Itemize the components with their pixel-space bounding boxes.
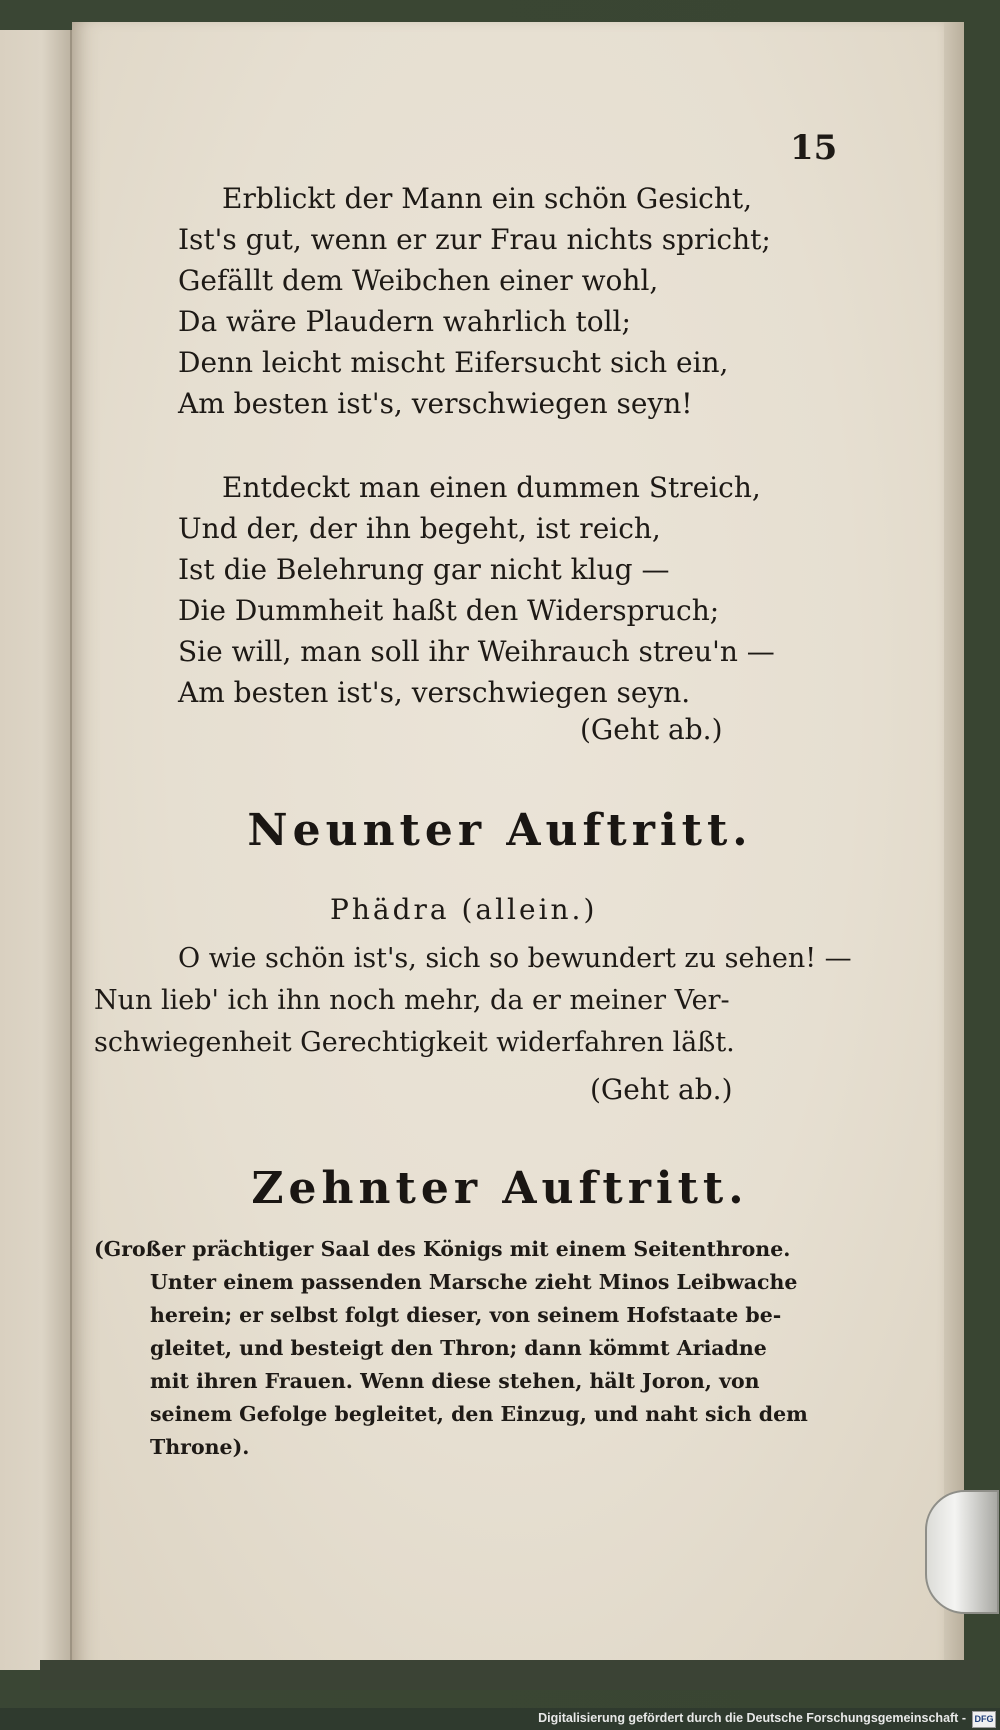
poem-stanza-1 <box>178 178 838 424</box>
poem-line: Am besten ist's, verschwiegen seyn! <box>178 387 693 420</box>
poem-line: Die Dummheit haßt den Widerspruch; <box>178 594 720 627</box>
poem-line: Und der, der ihn begeht, ist reich, <box>178 512 661 545</box>
dfg-logo-icon: DFG <box>972 1711 996 1728</box>
poem-line: Da wäre Plaudern wahrlich toll; <box>178 305 631 338</box>
stage-direction-line: gleitet, und besteigt den Thron; dann kömmt Ariadne <box>150 1336 767 1360</box>
stage-direction-line: mit ihren Frauen. Wenn diese stehen, hält Joron, von <box>150 1369 760 1393</box>
stage-direction-line: herein; er selbst folgt dieser, von seinem Hofstaate be- <box>150 1303 782 1327</box>
stage-direction-line: seinem Gefolge begleitet, den Einzug, und naht sich dem <box>150 1402 808 1426</box>
scene-9-speaker: Phädra (allein.) <box>330 893 598 926</box>
poem-line: Erblickt der Mann ein schön Gesicht, <box>222 182 753 215</box>
funding-credit: Digitalisierung gefördert durch die Deutsche Forschungsgemeinschaft - <box>538 1711 966 1725</box>
poem-stanza-2 <box>178 467 838 713</box>
scene-10-heading: Zehnter Auftritt. <box>251 1163 749 1214</box>
stage-direction-line: (Großer prächtiger Saal des Königs mit einem Seitenthrone. <box>94 1237 791 1261</box>
page-number: 15 <box>790 128 838 168</box>
book-bottom-shadow <box>40 1660 980 1690</box>
stage-exit-1: (Geht ab.) <box>580 713 723 746</box>
poem-line: Gefällt dem Weibchen einer wohl, <box>178 264 659 297</box>
stage-direction <box>94 1233 834 1464</box>
scene-9-heading: Neunter Auftritt. <box>247 805 753 856</box>
monologue-line: O wie schön ist's, sich so bewundert zu sehen! — <box>178 943 852 974</box>
stage-exit-2: (Geht ab.) <box>590 1073 733 1106</box>
page-clip-icon <box>925 1490 999 1614</box>
poem-line: Denn leicht mischt Eifersucht sich ein, <box>178 346 729 379</box>
poem-line: Sie will, man soll ihr Weihrauch streu'n — <box>178 635 775 668</box>
poem-line: Entdeckt man einen dummen Streich, <box>222 471 761 504</box>
poem-line: Am besten ist's, verschwiegen seyn. <box>178 676 691 709</box>
monologue <box>94 938 852 1064</box>
poem-line: Ist die Belehrung gar nicht klug — <box>178 553 670 586</box>
poem-line: Ist's gut, wenn er zur Frau nichts spricht; <box>178 223 771 256</box>
stage-direction-line: Throne). <box>150 1435 250 1459</box>
monologue-line: Nun lieb' ich ihn noch mehr, da er meiner Ver- <box>94 985 730 1016</box>
stage-direction-line: Unter einem passenden Marsche zieht Minos Leibwache <box>150 1270 798 1294</box>
monologue-line: schwiegenheit Gerechtigkeit widerfahren läßt. <box>94 1027 735 1058</box>
